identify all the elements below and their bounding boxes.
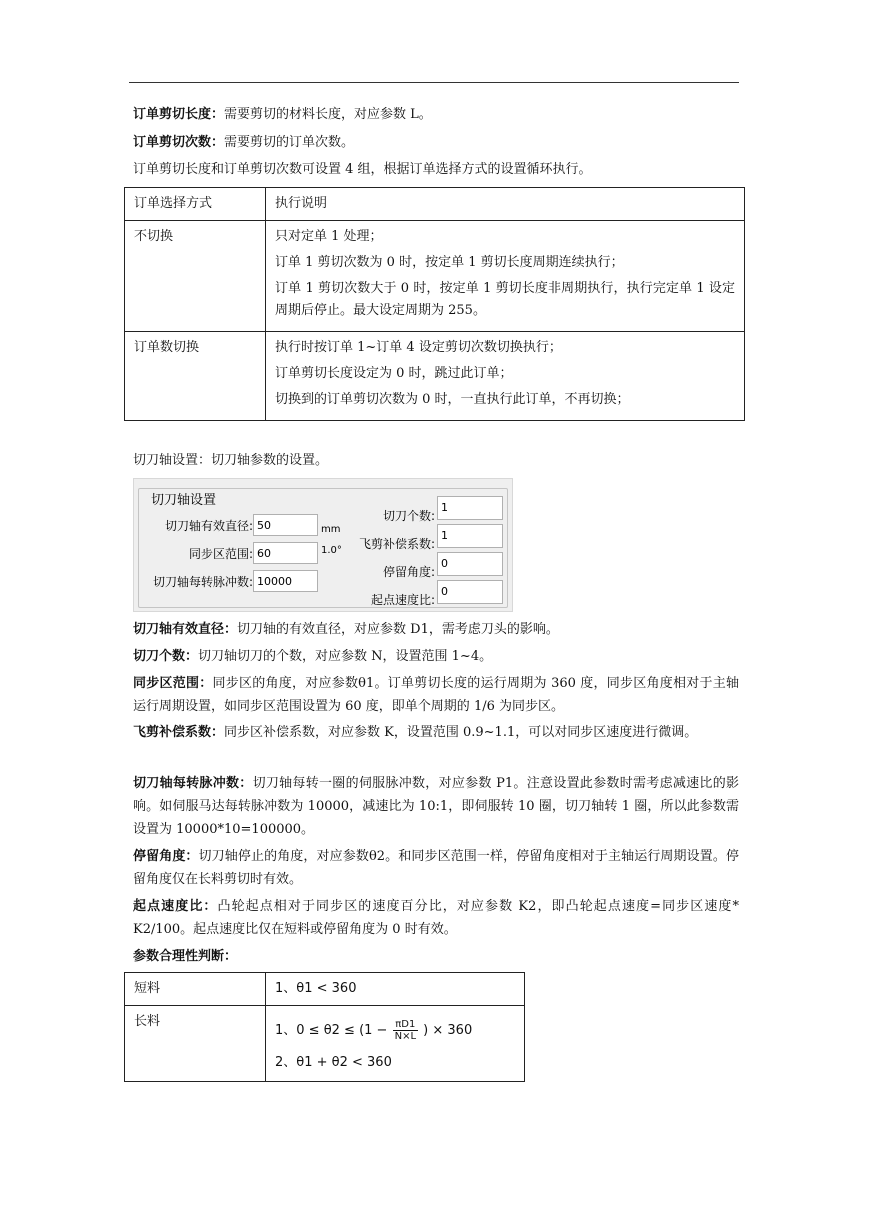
long-label-cell: 长料 (125, 1006, 266, 1082)
definition-start-speed-ratio: 起点速度比：凸轮起点相对于同步区的速度百分比，对应参数 K2，即凸轮起点速度=同步区速度* K2/100。起点速度比仅在短料或停留角度为 0 时有效。 (133, 899, 739, 937)
check-title: 参数合理性判断： (133, 949, 238, 964)
group-title: 切刀轴设置 (149, 489, 218, 508)
intro-note: 订单剪切长度和订单剪切次数可设置 4 组，根据订单选择方式的设置循环执行。 (133, 162, 592, 177)
description-line: 订单 1 剪切次数为 0 时，按定单 1 剪切长度周期连续执行； (275, 255, 624, 270)
description-line: 订单剪切长度设定为 0 时，跳过此订单； (275, 366, 513, 381)
intro-order-count: 订单剪切次数：需要剪切的订单次数。 (133, 135, 355, 150)
definition-diameter: 切刀轴有效直径：切刀轴的有效直径，对应参数 D1，需考虑刀头的影响。 (133, 622, 559, 637)
definition-knife-count: 切刀个数：切刀轴切刀的个数，对应参数 N，设置范围 1~4。 (133, 649, 493, 664)
header-rule (129, 82, 739, 83)
definition-flying-shear-factor: 飞剪补偿系数：同步区补偿系数，对应参数 K，设置范围 0.9~1.1，可以对同步区速度进行微调。 (133, 725, 698, 740)
diameter-label: 切刀轴有效直径: (164, 519, 253, 533)
mode-cell: 不切换 (125, 221, 266, 332)
definition-pulses-per-rev: 切刀轴每转脉冲数：切刀轴每转一圈的伺服脉冲数，对应参数 P1。注意设置此参数时需考虑减速比的影响。如伺服马达每转脉冲数为 10000，减速比为 10:1，即伺服转 10 圈，切刀轴转 1 圈，所以此参数需设置为 10000*10=100000。 (133, 776, 739, 837)
mode-cell: 订单数切换 (125, 332, 266, 421)
short-formula-cell: 1、θ1 < 360 (266, 973, 525, 1006)
long-formula-1: 1、0 ≤ θ2 ≤ (1 − $\frac{\pi D1}{N\times L}$ ) × 360 (275, 1019, 473, 1042)
long-formula-2: 2、θ1 + θ2 < 360 (275, 1055, 392, 1070)
intro-order-length: 订单剪切长度：需要剪切的材料长度，对应参数 L。 (133, 107, 432, 122)
definition-dwell-angle: 停留角度：切刀轴停止的角度，对应参数θ2。和同步区范围一样，停留角度相对于主轴运行周期设置。停留角度仅在长料剪切时有效。 (133, 849, 739, 887)
knife-count-input[interactable]: 1 (437, 496, 503, 520)
description-cell (266, 332, 745, 421)
flying-shear-factor-label: 飞剪补偿系数: (358, 537, 435, 551)
table-row (125, 973, 525, 1006)
short-label-cell: 短料 (125, 973, 266, 1006)
diameter-unit: mm (321, 524, 341, 535)
sync-range-input[interactable]: 60 (253, 542, 318, 564)
header-cell: 执行说明 (266, 188, 745, 221)
description-line: 只对定单 1 处理； (275, 229, 383, 244)
cutter-settings-group (138, 488, 508, 608)
header-cell: 订单选择方式 (125, 188, 266, 221)
cutter-intro: 切刀轴设置：切刀轴参数的设置。 (133, 453, 329, 468)
cutter-settings-panel (133, 478, 513, 612)
sync-range-unit: 1.0° (321, 545, 342, 556)
pulses-per-rev-input[interactable]: 10000 (253, 570, 318, 592)
sync-range-label: 同步区范围: (188, 547, 253, 561)
flying-shear-factor-input[interactable]: 1 (437, 524, 503, 548)
table-row (125, 1006, 525, 1082)
table-header-row (125, 188, 745, 221)
description-cell (266, 221, 745, 332)
diameter-input[interactable]: 50 (253, 514, 318, 536)
dwell-angle-label: 停留角度: (382, 565, 435, 579)
description-line: 执行时按订单 1~订单 4 设定剪切次数切换执行； (275, 340, 562, 355)
start-speed-ratio-input[interactable]: 0 (437, 580, 503, 604)
long-formula-cell (266, 1006, 525, 1082)
start-speed-ratio-label: 起点速度比: (370, 593, 435, 607)
table-row (125, 221, 745, 332)
description-line: 订单 1 剪切次数大于 0 时，按定单 1 剪切长度非周期执行，执行完定单 1 设定周期后停止。最大设定周期为 255。 (275, 281, 735, 318)
check-table (124, 972, 525, 1082)
pulses-per-rev-label: 切刀轴每转脉冲数: (152, 575, 253, 589)
definition-sync-range: 同步区范围：同步区的角度，对应参数θ1。订单剪切长度的运行周期为 360 度，同步区角度相对于主轴运行周期设置，如同步区范围设置为 60 度，即单个周期的 1/6 为同步区。 (133, 676, 739, 714)
description-line: 切换到的订单剪切次数为 0 时，一直执行此订单，不再切换； (275, 392, 630, 407)
order-mode-table (124, 187, 745, 421)
formula-fraction: $\frac{\pi D1}{N\times L}$ (394, 1019, 417, 1042)
table-row (125, 332, 745, 421)
knife-count-label: 切刀个数: (382, 509, 435, 523)
dwell-angle-input[interactable]: 0 (437, 552, 503, 576)
